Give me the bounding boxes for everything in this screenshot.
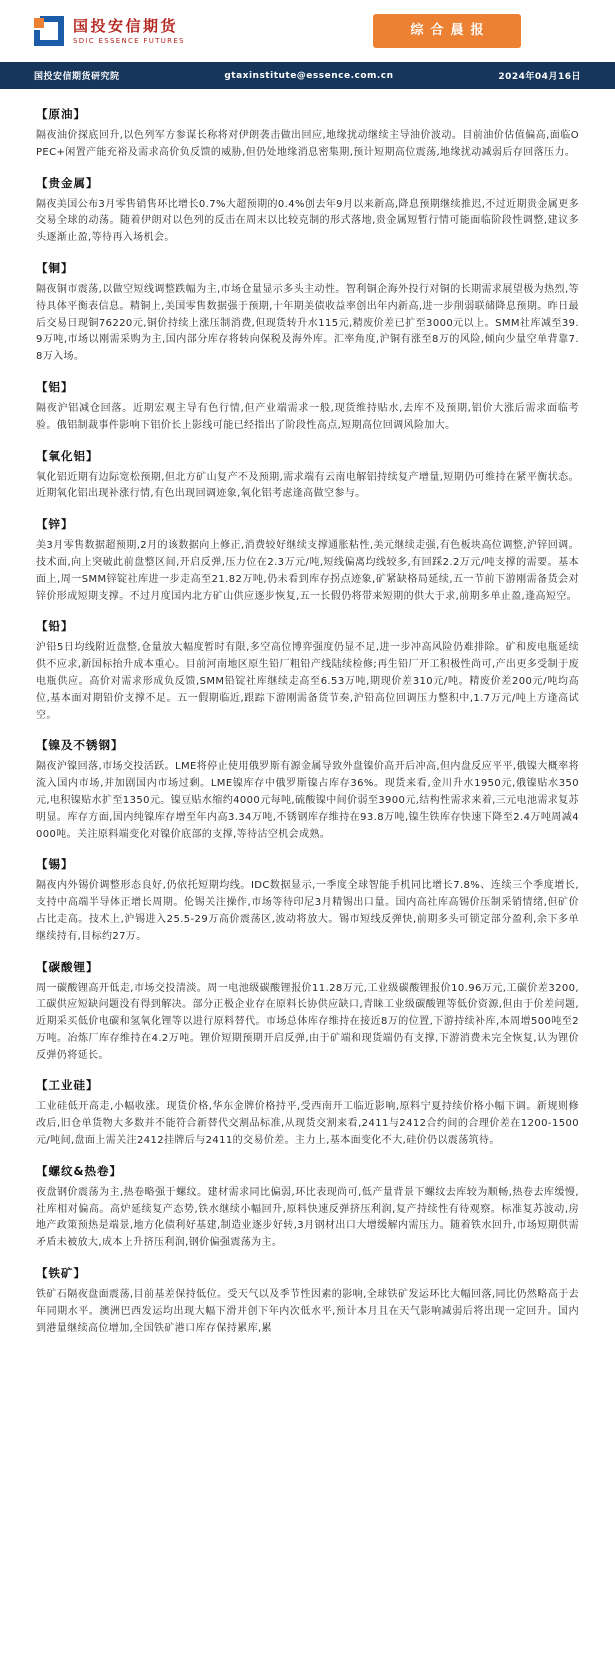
section-body: 隔夜内外锡价调整形态良好,仍依托短期均线。IDC数据显示,一季度全球智能手机同比增长7.8%、连续三个季度增长,支持中高端半导体正增长周期。伦锡关注操作,市场等待印尼3月精锡出口量。国内高社库高锡价压制采销情绪,但矿价占比走高。技术上,沪锡进入25.5-29万高价震荡区,波动将放大。锡市短线反弹快,前期多头可锁定部分盈利,余下多单继续持有,目标约27万。 xyxy=(36,880,579,942)
header xyxy=(0,0,615,62)
section-body: 周一碳酸锂高开低走,市场交投清淡。周一电池级碳酸锂报价11.28万元,工业级碳酸锂报价10.96万元,工碳价差3200,工碳供应短缺问题没有得到解决。部分正极企业存在原料长协供应缺口,青睐工业级碳酸锂等低价资源,但由于价差问题,近期采买低价电碳和氢氧化锂等以进行原料替代。市场总体库存维持在接近8万的位置,下游持续补库,本周增500吨至2万吨。冶炼厂库存维持在4.2万吨。锂价短期预期开启反弹,由于矿端和现货端仍有支撑,下游消费未完全恢复,认为锂价反弹仍将延长。 xyxy=(36,982,579,1061)
report-section xyxy=(36,737,579,843)
section-body: 夜盘钢价震荡为主,热卷略强于螺纹。建材需求同比偏弱,环比表现尚可,低产量背景下螺纹去库较为顺畅,热卷去库缓慢,社库相对偏高。高炉延续复产态势,铁水继续小幅回升,原料快速反弹挤压利润,复产持续性有待观察。标准复苏波动,房地产政策预热是端景,地方化债利好基建,制造业逐步好转,3月钢材出口大增缓解内需压力。随着铁水回升,市场短期供需矛盾未被放大,成本上升挤压利润,钢价偏强震荡为主。 xyxy=(36,1186,579,1249)
report-section xyxy=(36,856,579,945)
section-title: 【铁矿】 xyxy=(36,1266,86,1281)
section-title: 【铝】 xyxy=(36,379,74,394)
report-section xyxy=(36,959,579,1065)
section-body: 隔夜沪铝减仓回落。近期宏观主导有色行情,但产业端需求一般,现货维持贴水,去库不及预期,铝价大涨后需求面临考验。俄铝制裁事件影响下铝价长上影线可能已经指出了阶段性高点,短期高位回调风险加大。 xyxy=(36,402,579,431)
section-title: 【氧化铝】 xyxy=(36,448,99,463)
section-title: 【锌】 xyxy=(36,517,74,532)
section-body: 工业硅低开高走,小幅收涨。现货价格,华东金牌价格持平,受西南开工临近影响,原料宁夏持续价格小幅下调。新规则修改后,旧仓单货物大多数并不能符合新替代交割品标准,从现货交割来看,2411与2412合约间的合理价差在1200-1500元/吨间,盘面上需关注2412挂牌后与2411的交易价差。主力上,基本面变化不大,硅价仍以震荡筑待。 xyxy=(36,1101,579,1147)
report-type-badge: 综合晨报 xyxy=(373,14,521,48)
report-section xyxy=(36,448,579,504)
report-section xyxy=(36,1163,579,1252)
report-section xyxy=(36,1265,579,1337)
report-date: 2024年04月16日 xyxy=(498,72,581,82)
institute-name: 国投安信期货研究院 xyxy=(34,72,120,82)
info-bar xyxy=(0,62,615,89)
section-body: 铁矿石隔夜盘面震荡,目前基差保持低位。受天气以及季节性因素的影响,全球铁矿发运环比大幅回落,同比仍然略高于去年同期水平。澳洲巴西发运均出现大幅下滑并创下年内次低水平,预计本月且在天气影响减弱后将出现一定回升。国内到港量继续高位增加,全国铁矿港口库存保持累库,累 xyxy=(36,1289,579,1334)
section-title: 【贵金属】 xyxy=(36,175,99,190)
report-section xyxy=(36,516,579,605)
report-section xyxy=(36,379,579,435)
section-title: 【原油】 xyxy=(36,107,86,121)
section-body: 隔夜铜市震荡,以做空短线调整跌幅为主,市场仓量显示多头主动性。智利铜企海外投行对铜的长期需求展望极为热烈,等待具体平衡表信息。精铜上,美国零售数据强于预期,十年期美债收益率创出年内新高,进一步削弱联储降息预期。昨日最后交易日现铜76220元,铜价持续上涨压制消费,但现货转升水115元,精废价差已扩至3000元以上。SMM社库减至39.9万吨,市场以刚需采购为主,国内部分库存将转向保税及海外库。汇率角度,沪铜有涨至8万的风险,倾向少量空单背靠7.8万入场。 xyxy=(36,283,579,363)
section-title: 【镍及不锈钢】 xyxy=(36,738,124,753)
report-section xyxy=(36,618,579,724)
brand-logo-icon xyxy=(34,16,64,46)
brand xyxy=(34,16,185,46)
report-section xyxy=(36,106,579,162)
section-body: 隔夜美国公布3月零售销售环比增长0.7%大超预期的0.4%创去年9月以来新高,降息预期继续推迟,不过近期贵金属更多交易全球的动荡。随着伊朗对以色列的反击在周末以比较克制的形式落地,贵金属短暂行情可能面临阶段性调整,建议多头逐渐止盈,等待再入场机会。 xyxy=(36,198,579,244)
section-body: 美3月零售数据超预期,2月的该数据向上修正,消费较好继续支撑通胀粘性,美元继续走强,有色板块高位调整,沪锌回调。技术面,向上突破此前盘整区间,开启反弹,压力位在2.3万元/吨,短线偏离均线较多,有回踩2.2万元/吨支撑的需要。基本面上,周一SMM锌锭社库进一步走高至21.82万吨,仍未看到库存拐点迹象,矿紧缺格局延续,五一节前下游刚需备货会对锌价形成短期支撑。不过月度国内北方矿山供应逐步恢复,五一长假仍将带来短期的供大于求,前期多单止盈,逢高短空。 xyxy=(36,540,579,602)
report-body xyxy=(0,89,615,1357)
section-body: 隔夜油价探底回升,以色列军方参谋长称将对伊朗袭击做出回应,地缘扰动继续主导油价波动。目前油价估值偏高,面临OPEC+闲置产能充裕及需求高价负反馈的威胁,但仍处地缘消息密集期,预计短期高位震荡,地缘扰动减弱后存回落压力。 xyxy=(36,130,579,158)
brand-text xyxy=(73,18,185,45)
section-title: 【碳酸锂】 xyxy=(36,959,99,974)
section-title: 【铜】 xyxy=(36,260,74,275)
section-title: 【锡】 xyxy=(36,857,74,872)
brand-name: 国投安信期货 xyxy=(73,16,179,35)
report-section xyxy=(36,260,579,366)
section-title: 【铅】 xyxy=(36,619,74,634)
contact-email: gtaxinstitute@essence.com.cn xyxy=(224,70,394,81)
section-body: 氧化铝近期有边际宽松预期,但北方矿山复产不及预期,需求端有云南电解铝持续复产增量,短期仍可维持在紧平衡状态。近期氧化铝出现补涨行情,有色出现回调迹象,氧化铝考虑逢高做空参与。 xyxy=(36,471,579,500)
section-body: 沪铅5日均线附近盘整,仓量放大幅度暂时有限,多空高位博弈强度仍显不足,进一步冲高风险仍难排除。矿和废电瓶延续供不应求,新国标抬升成本重心。目前河南地区原生铅厂粗铅产线陆续检修;再生铅厂开工积极性尚可,产出更多受制于废电瓶供应。高价对需求形成负反馈,SMM铅锭社库继续走高至6.53万吨,期现价差310元/吨。精废价差200元/吨均高位,基本面对期铅价支撑不足。五一假期临近,跟踪下游刚需备货节奏,沪铅高位回调压力整积中,1.7万元/吨上方逢高试空。 xyxy=(36,642,579,721)
section-title: 【螺纹&热卷】 xyxy=(36,1163,123,1178)
report-section xyxy=(36,175,579,247)
section-body: 隔夜沪镍回落,市场交投活跃。LME将停止使用俄罗斯有源金属导致外盘镍价高开后冲高,但内盘反应平平,俄镍大概率将流入国内市场,并加剧国内市场过剩。LME镍库存中俄罗斯镍占库存36%。现货来看,金川升水1950元,俄镍贴水350元,电积镍贴水扩至1350元。镍豆贴水缩约4000元每吨,硫酸镍中间价弱至3900元,结构性需求来着,三元电池需求复苏明显。库存方面,国内纯镍库存增至年内高3.34万吨,不锈钢库存维持在93.8万吨,镍生铁库存快速下降至2.4万吨周减4000吨。关注原料端变化对镍价底部的支撑,等待沽空机会成熟。 xyxy=(36,761,579,840)
report-section xyxy=(36,1077,579,1149)
section-title: 【工业硅】 xyxy=(36,1078,99,1093)
brand-subtitle: SDIC ESSENCE FUTURES xyxy=(73,36,185,45)
